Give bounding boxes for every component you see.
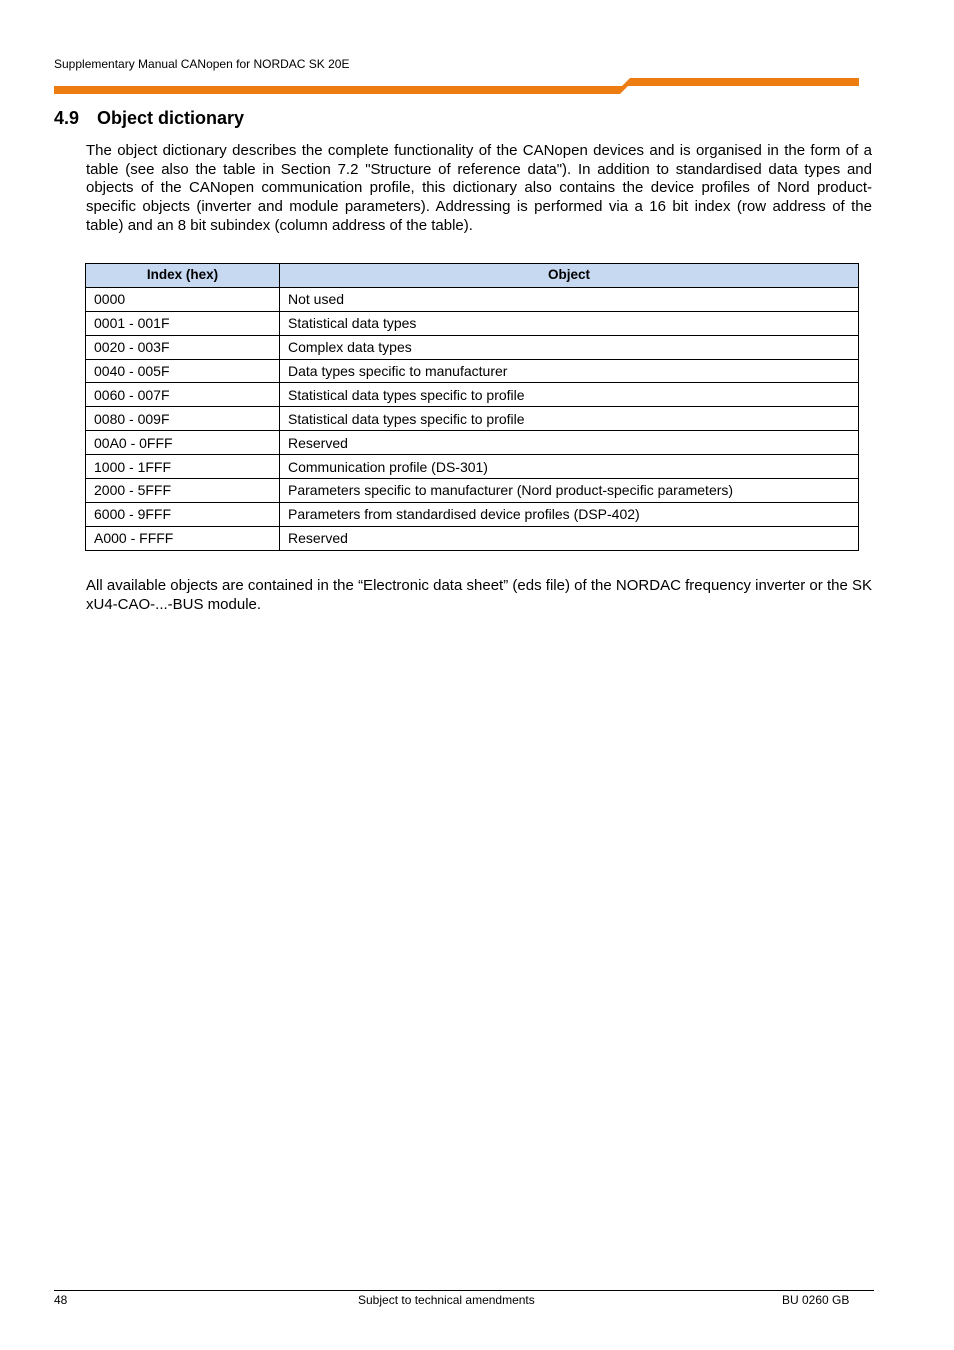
table-row	[86, 479, 859, 503]
table-row	[86, 287, 859, 311]
index-cell: 00A0 - 0FFF	[86, 431, 280, 455]
object-dictionary-table	[85, 263, 859, 551]
index-cell: 2000 - 5FFF	[86, 479, 280, 503]
table-row	[86, 311, 859, 335]
table-row	[86, 431, 859, 455]
index-cell: 0001 - 001F	[86, 311, 280, 335]
intro-paragraph: The object dictionary describes the complete functionality of the CANopen devices and is organised in the form of a table (see also the table in Section 7.2 "Structure of reference data"). In addition to standardised data types and objects of the CANopen communication profile, this dictionary also contains the device profiles of Nord product-specific objects (inverter and module parameters). Addressing is performed via a 16 bit index (row address of the table) and an 8 bit subindex (column address of the table).	[86, 142, 872, 234]
index-cell: A000 - FFFF	[86, 526, 280, 550]
object-cell: Reserved	[280, 526, 859, 550]
object-cell: Complex data types	[280, 335, 859, 359]
table-row	[86, 407, 859, 431]
column-header-object: Object	[280, 264, 859, 288]
closing-paragraph: All available objects are contained in the “Electronic data sheet” (eds file) of the NORDAC frequency inverter or the SK xU4-CAO-...-BUS module.	[86, 577, 872, 613]
table-row	[86, 455, 859, 479]
table-row	[86, 359, 859, 383]
header-accent-bar	[54, 78, 859, 94]
object-cell: Data types specific to manufacturer	[280, 359, 859, 383]
section-number: 4.9	[54, 108, 80, 128]
running-header: Supplementary Manual CANopen for NORDAC SK 20E	[54, 57, 350, 71]
index-cell: 0000	[86, 287, 280, 311]
section-title: Object dictionary	[97, 108, 245, 128]
object-cell: Parameters specific to manufacturer (Nord product-specific parameters)	[280, 479, 859, 503]
index-cell: 6000 - 9FFF	[86, 502, 280, 526]
footer-note: Subject to technical amendments	[358, 1293, 535, 1307]
index-cell: 0060 - 007F	[86, 383, 280, 407]
object-cell: Statistical data types specific to profile	[280, 407, 859, 431]
object-cell: Not used	[280, 287, 859, 311]
page-number: 48	[54, 1293, 68, 1307]
footer-divider	[54, 1290, 874, 1291]
index-cell: 0040 - 005F	[86, 359, 280, 383]
document-id: BU 0260 GB	[782, 1293, 850, 1307]
index-cell: 1000 - 1FFF	[86, 455, 280, 479]
table-row	[86, 335, 859, 359]
index-cell: 0020 - 003F	[86, 335, 280, 359]
object-cell: Reserved	[280, 431, 859, 455]
object-cell: Parameters from standardised device profiles (DSP-402)	[280, 502, 859, 526]
object-cell: Statistical data types specific to profile	[280, 383, 859, 407]
table-header-row	[86, 264, 859, 288]
table-row	[86, 502, 859, 526]
section-heading	[54, 107, 244, 129]
table-row	[86, 526, 859, 550]
object-cell: Communication profile (DS-301)	[280, 455, 859, 479]
object-cell: Statistical data types	[280, 311, 859, 335]
table-row	[86, 383, 859, 407]
index-cell: 0080 - 009F	[86, 407, 280, 431]
column-header-index: Index (hex)	[86, 264, 280, 288]
